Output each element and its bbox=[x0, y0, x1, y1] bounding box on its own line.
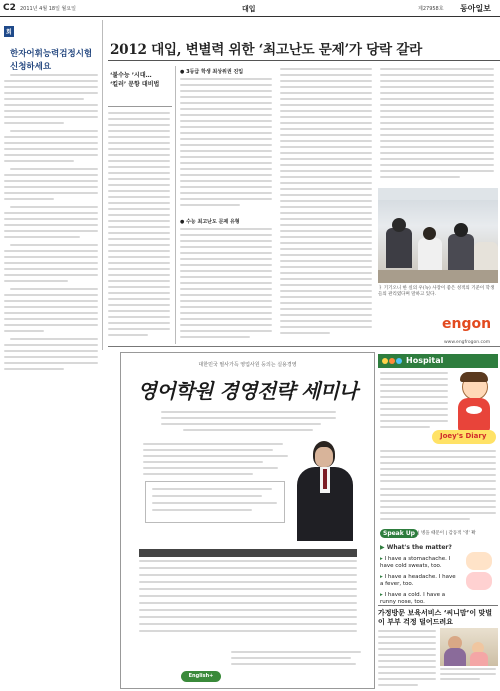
article-body-col2 bbox=[280, 68, 374, 344]
article-body-col1 bbox=[180, 68, 274, 344]
hospital-title: Hospital bbox=[406, 356, 444, 365]
answer-2: ▸ I have a headache. I have a fever, too. bbox=[380, 574, 456, 587]
main-headline: 2012 대입, 변별력 위한 ‘최고난도 문제’가 당락 갈라 bbox=[110, 42, 422, 58]
sidebar-title-2: ‘킬러’ 문항 대비법 bbox=[110, 81, 160, 88]
speak-up-label: Speak Up bbox=[380, 529, 418, 538]
ad-title: 영어학원 경영전략 세미나 bbox=[137, 379, 358, 403]
issue-number: 제27958호 bbox=[418, 6, 444, 12]
section-label: 대입 bbox=[242, 5, 256, 13]
sidebar-box bbox=[108, 66, 172, 344]
speak-up-sub: | 병을 때문이 | 감동적 '영' 확 bbox=[418, 531, 476, 536]
ad-checklist-box bbox=[145, 481, 285, 523]
seminar-schedule-table bbox=[139, 549, 357, 639]
illustration-stomachache bbox=[466, 552, 492, 570]
answer-1: ▸ I have a stomachache. I have cold sweats, too. bbox=[380, 556, 451, 569]
ad-badge: English+ bbox=[181, 671, 221, 682]
ad-top-caption: 대한민국 필사가득 영업사원 등의는 실용경영 bbox=[198, 362, 297, 368]
joeys-diary-title: Joey's Diary bbox=[440, 432, 487, 440]
page-code: C2 bbox=[3, 3, 16, 13]
presenter-photo bbox=[289, 437, 361, 541]
left-title-1: 한자어휘능력검정시험 bbox=[10, 49, 93, 59]
engon-url: www.engfrogon.com bbox=[444, 340, 491, 345]
eng-on-banner bbox=[378, 310, 498, 352]
nanny-photo bbox=[440, 628, 498, 666]
hospital-section bbox=[378, 352, 498, 605]
article-body-col3 bbox=[380, 68, 496, 186]
classroom-photo bbox=[378, 188, 498, 283]
photo-caption: ㅏ 기기오니 한 실의 우(녹) 사장이 좋은 성적의 기준이 학생들의 관리였다며 말하고 있다. bbox=[378, 286, 495, 297]
engon-logo: engon bbox=[442, 316, 492, 332]
speak-up-banner bbox=[380, 528, 496, 540]
bottom-right-body bbox=[378, 630, 438, 690]
page-header bbox=[0, 0, 500, 17]
joeys-diary-banner bbox=[432, 430, 496, 444]
newspaper-name: 동아일보 bbox=[460, 4, 491, 13]
hospital-dots-icon bbox=[382, 358, 402, 364]
answer-arrow-icon: ▸ bbox=[380, 592, 383, 598]
question-arrow-icon: ▶ bbox=[380, 544, 385, 551]
bottom-right-headline: 가정방문 보육서비스 ‘씨니맘’이 맞벌이 부부 걱정 덜어드려요 bbox=[378, 609, 493, 626]
illustration-headache bbox=[466, 572, 492, 590]
mid-subhead-2: ● 수능 최고난도 문제 유형 bbox=[180, 219, 240, 225]
left-body-text bbox=[4, 74, 100, 384]
mid-subhead-1: ● 3등급 학생 최상위권 진입 bbox=[180, 69, 244, 75]
left-title-2: 신청하세요 bbox=[10, 62, 52, 72]
answer-3: ▸ I have a cold. I have a runny nose, too. bbox=[380, 592, 446, 605]
speak-up-question: ▶ What's the matter? bbox=[380, 544, 452, 551]
page-date: 2011년 4월 18일 월요일 bbox=[20, 6, 77, 12]
seminar-ad bbox=[120, 352, 375, 689]
sidebar-title-1: ‘불수능 ’시대… bbox=[110, 72, 152, 79]
kicker-label: 회 bbox=[4, 26, 14, 37]
cartoon-kid-illustration bbox=[452, 370, 496, 436]
left-column bbox=[4, 22, 100, 682]
answer-arrow-icon: ▸ bbox=[380, 556, 383, 562]
hospital-header bbox=[378, 354, 498, 368]
answer-arrow-icon: ▸ bbox=[380, 574, 383, 580]
